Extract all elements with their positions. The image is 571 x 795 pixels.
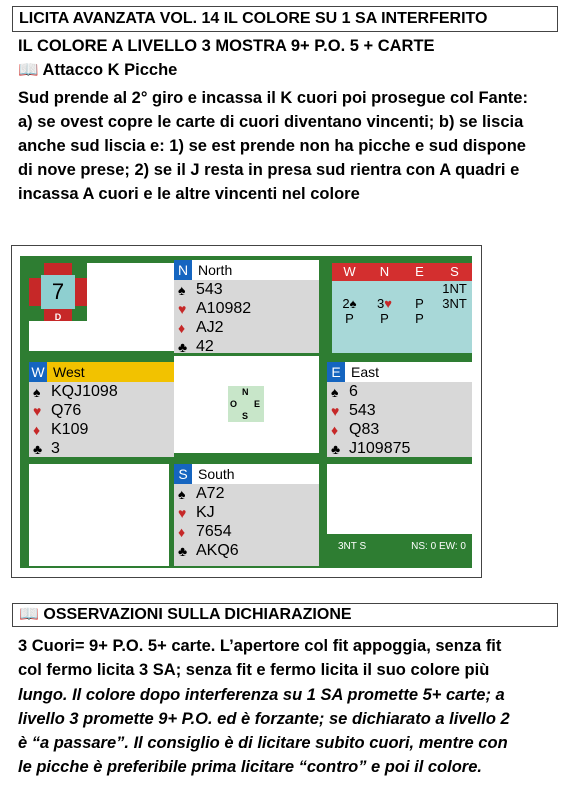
bidding-header: W N E S [332,263,472,281]
seat-tag: S [174,464,192,484]
play-line: anche sud liscia e: 1) se est prende non ha picche e sud dispone [18,137,526,155]
diamond-cards: 7654 [196,522,232,540]
club-icon: ♣ [178,542,188,559]
vulnerability-indicator [29,263,87,321]
seat-tag: E [327,362,345,382]
club-icon: ♣ [178,338,188,355]
book-icon: 📖 [19,606,39,623]
heart-cards: Q76 [51,401,82,419]
heart-icon: ♥ [331,402,340,419]
observation-line: col fermo licita 3 SA; senza fit e fermo licita il suo colore più [18,661,490,680]
spade-cards: 543 [196,280,223,298]
hand-header [29,362,174,382]
lead-text: Attacco K Picche [42,61,178,79]
hand-header [174,260,319,280]
contract-label: 3NT S [338,540,367,552]
observations-header [12,603,558,627]
spade-cards: KQJ1098 [51,382,118,400]
spade-cards: A72 [196,484,225,502]
play-line: incassa A cuori e le altre vincenti nel colore [18,185,360,203]
hand-east [327,362,472,457]
seat-name: East [351,364,380,380]
score-label: NS: 0 EW: 0 [411,540,466,552]
heart-icon: ♥ [178,504,187,521]
spade-icon: ♠ [178,281,186,298]
seat-tag: W [29,362,47,382]
spade-icon: ♠ [349,296,357,311]
observation-line: le picche è preferibile prima licitare “contro” e poi il colore. [18,758,482,777]
heart-cards: KJ [196,503,215,521]
hand-north [174,260,319,353]
subtitle: IL COLORE A LIVELLO 3 MOSTRA 9+ P.O. 5 + CARTE [18,37,435,55]
club-icon: ♣ [33,440,43,457]
seat-name: North [198,262,233,278]
club-cards: J109875 [349,439,411,457]
bridge-diagram [11,245,482,578]
observations-title: OSSERVAZIONI SULLA DICHIARAZIONE [43,606,352,623]
spade-icon: ♠ [331,383,339,400]
observation-line: lungo. Il colore dopo interferenza su 1 SA promette 5+ carte; a [18,685,505,704]
spade-cards: 6 [349,382,358,400]
hand-header [327,362,472,382]
play-description [18,86,564,206]
table-center [174,356,319,453]
seat-name: South [198,466,235,482]
spade-icon: ♠ [178,485,186,502]
heart-cards: A10982 [196,299,252,317]
board-info [29,263,182,351]
diamond-icon: ♦ [178,523,186,540]
spade-icon: ♠ [33,383,41,400]
heart-cards: 543 [349,401,376,419]
seat-tag: N [174,260,192,280]
diamond-cards: AJ2 [196,318,224,336]
diamond-icon: ♦ [331,421,339,438]
seat-name: West [53,364,85,380]
bidding-box [332,263,472,353]
play-line: a) se ovest copre le carte di cuori diventano vincenti; b) se liscia [18,113,524,131]
observation-line: livello 3 promette 9+ P.O. ed è forzante; se dichiarato a livello 2 [18,709,510,728]
hand-west [29,362,174,457]
club-cards: 3 [51,439,60,457]
bid-row: 1NT [442,281,467,296]
hand-south [174,464,319,566]
play-line: Sud prende al 2° giro e incassa il K cuori poi prosegue col Fante: [18,89,528,107]
board-number: 7 [41,275,75,309]
lead-line [18,61,177,80]
diamond-cards: K109 [51,420,89,438]
observations-text [18,634,564,780]
diamond-icon: ♦ [33,421,41,438]
status-bar [332,536,472,556]
dealer-marker: D [54,312,62,322]
diamond-icon: ♦ [178,319,186,336]
play-line: di nove prese; 2) se il J resta in presa sud rientra con A quadri e [18,161,520,179]
compass: N O E S [228,386,264,422]
club-icon: ♣ [331,440,341,457]
club-cards: AKQ6 [196,541,239,559]
observation-line: 3 Cuori= 9+ P.O. 5+ carte. L’apertore col fit appoggia, senza fit [18,637,502,655]
diamond-cards: Q83 [349,420,380,438]
observation-line: è “a passare”. Il consiglio è di licitare subito cuori, mentre con [18,734,508,753]
bid-row: 2♠ 3♥ P 3NT [342,296,467,311]
page-title: LICITA AVANZATA VOL. 14 IL COLORE SU 1 SA INTERFERITO [12,6,558,32]
empty-cell [29,464,169,566]
heart-icon: ♥ [384,296,392,311]
club-cards: 42 [196,337,214,355]
hand-header [174,464,319,484]
bid-row: P P P [345,311,424,326]
empty-cell [327,464,472,534]
heart-icon: ♥ [33,402,42,419]
heart-icon: ♥ [178,300,187,317]
book-icon: 📖 [18,61,39,79]
